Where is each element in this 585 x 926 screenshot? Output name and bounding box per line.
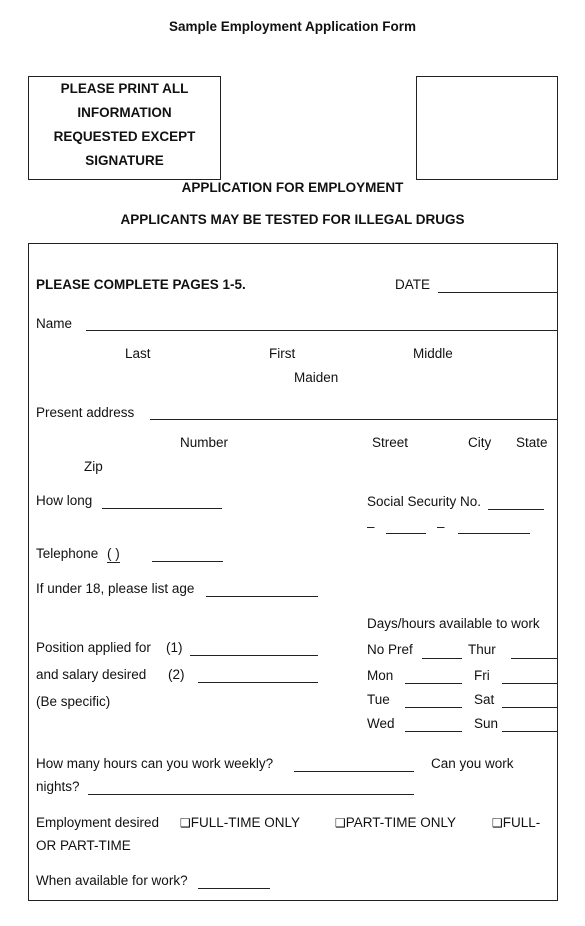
day-sat-label: Sat	[474, 692, 495, 707]
day-no-pref-label: No Pref	[367, 642, 413, 657]
day-fri-label: Fri	[474, 668, 490, 683]
ssn-part2-field[interactable]	[386, 518, 426, 534]
date-field[interactable]	[438, 277, 557, 293]
option-full-or-part-label-1: FULL-	[502, 815, 541, 830]
day-thur-field[interactable]	[511, 643, 557, 659]
print-notice-box	[28, 76, 221, 180]
when-available-field[interactable]	[198, 873, 270, 889]
option-full-or-part[interactable]	[492, 816, 540, 830]
option-full-or-part-label-2: OR PART-TIME	[36, 838, 131, 853]
how-long-field[interactable]	[102, 493, 222, 509]
complete-pages-text: PLEASE COMPLETE PAGES 1-5.	[36, 277, 246, 292]
checkbox-icon[interactable]: ❑	[492, 816, 503, 830]
option-part-time-label: PART-TIME ONLY	[345, 815, 457, 830]
checkbox-icon[interactable]: ❑	[335, 816, 346, 830]
form-title	[0, 20, 585, 34]
salary-label: and salary desired	[36, 667, 147, 682]
ssn-label: Social Security No.	[367, 494, 482, 509]
name-maiden-label: Maiden	[294, 370, 339, 385]
notice-line-2: INFORMATION	[77, 105, 172, 120]
day-mon-label: Mon	[367, 668, 394, 683]
notice-line-3: REQUESTED EXCEPT	[53, 129, 196, 144]
drug-test-heading: APPLICANTS MAY BE TESTED FOR ILLEGAL DRUGS	[120, 212, 465, 227]
notice-line-4: SIGNATURE	[85, 153, 164, 168]
name-middle-label: Middle	[413, 346, 453, 361]
hours-weekly-label: How many hours can you work weekly?	[36, 756, 274, 771]
ssn-dash-2: –	[437, 519, 445, 534]
ssn-part1-field[interactable]	[488, 494, 544, 510]
day-tue-label: Tue	[367, 692, 390, 707]
ssn-part3-field[interactable]	[458, 518, 530, 534]
how-long-label: How long	[36, 493, 93, 508]
position-num-2: (2)	[168, 667, 185, 682]
address-city-label: City	[468, 435, 492, 450]
option-full-time-label: FULL-TIME ONLY	[190, 815, 301, 830]
position-num-1: (1)	[166, 640, 183, 655]
employment-desired-label: Employment desired	[36, 815, 160, 830]
day-sat-field[interactable]	[502, 692, 557, 708]
ssn-dash-1: –	[367, 519, 375, 534]
application-form-frame	[28, 243, 558, 901]
hours-weekly-field[interactable]	[294, 756, 414, 772]
be-specific-label: (Be specific)	[36, 694, 111, 709]
notice-line-1: PLEASE PRINT ALL	[60, 81, 189, 96]
day-thur-label: Thur	[468, 642, 496, 657]
application-heading: APPLICATION FOR EMPLOYMENT	[181, 180, 404, 195]
day-no-pref-field[interactable]	[422, 643, 462, 659]
name-field[interactable]	[86, 315, 557, 331]
address-label: Present address	[36, 405, 135, 420]
days-hours-label: Days/hours available to work	[367, 616, 540, 631]
name-label: Name	[36, 316, 73, 331]
nights-field[interactable]	[88, 779, 414, 795]
position-label: Position applied for	[36, 640, 151, 655]
address-number-label: Number	[180, 435, 229, 450]
day-tue-field[interactable]	[405, 692, 462, 708]
when-available-label: When available for work?	[36, 873, 188, 888]
can-work-label: Can you work	[431, 756, 514, 771]
name-last-label: Last	[125, 346, 151, 361]
form-title-text: Sample Employment Application Form	[168, 19, 417, 34]
age-field[interactable]	[206, 581, 318, 597]
day-fri-field[interactable]	[502, 668, 557, 684]
option-part-time[interactable]	[335, 816, 456, 830]
name-first-label: First	[269, 346, 296, 361]
telephone-label: Telephone	[36, 546, 99, 561]
day-sun-field[interactable]	[502, 716, 557, 732]
option-full-time[interactable]	[180, 816, 300, 830]
checkbox-icon[interactable]: ❑	[180, 816, 191, 830]
position-2-field[interactable]	[198, 667, 318, 683]
photo-box[interactable]	[416, 76, 558, 180]
day-wed-label: Wed	[367, 716, 395, 731]
day-wed-field[interactable]	[405, 716, 462, 732]
day-sun-label: Sun	[474, 716, 499, 731]
telephone-field[interactable]	[152, 546, 223, 562]
address-field[interactable]	[150, 404, 557, 420]
position-1-field[interactable]	[190, 640, 318, 656]
under18-label: If under 18, please list age	[36, 581, 195, 596]
address-zip-label: Zip	[84, 459, 103, 474]
date-label: DATE	[395, 277, 431, 292]
telephone-area-code[interactable]: ( )	[107, 546, 120, 561]
address-state-label: State	[516, 435, 548, 450]
address-street-label: Street	[372, 435, 409, 450]
day-mon-field[interactable]	[405, 668, 462, 684]
nights-label: nights?	[36, 779, 80, 794]
